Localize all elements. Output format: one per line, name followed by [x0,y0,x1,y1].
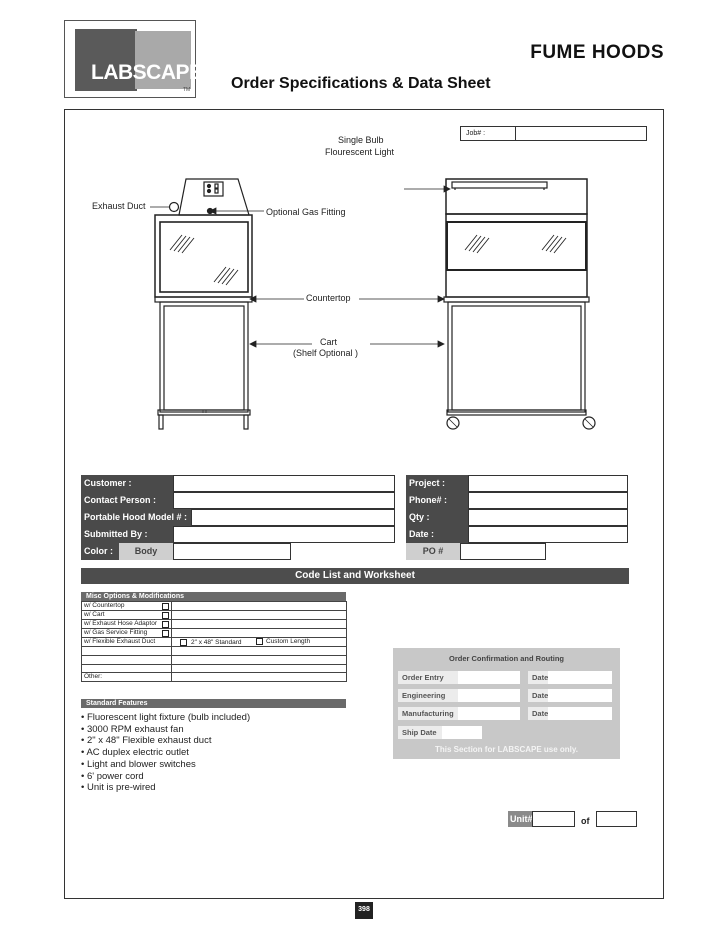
order-entry-label: Order Entry [398,671,458,684]
exhaust-duct-port [170,203,179,212]
customer-label: Customer : [81,475,173,492]
engineering-date-label: Date [528,689,548,702]
feature-item: • Unit is pre-wired [81,782,156,794]
phone-label: Phone# : [406,492,468,509]
feature-item: • AC duplex electric outlet [81,747,189,759]
misc-item-label: w/ Countertop [84,602,125,609]
gas-service-fitting-checkbox[interactable] [162,630,169,637]
page-title: FUME HOODS [530,42,664,63]
unit-total-field[interactable] [596,811,637,827]
shelf-optional-label: (Shelf Optional ) [293,348,359,358]
qty-field[interactable] [468,509,628,526]
engineering-field[interactable] [458,689,520,702]
misc-row [82,638,347,647]
manufacturing-field[interactable] [458,707,520,720]
feature-item: • 6' power cord [81,770,144,782]
feature-item: • 3000 RPM exhaust fan [81,723,184,735]
logo-trademark: TM [183,87,191,93]
color-label: Color : [81,543,119,560]
phone-field[interactable] [468,492,628,509]
order-confirmation-title: Order Confirmation and Routing [449,654,564,663]
countertop-checkbox[interactable] [162,603,169,610]
left-hood-switch-panel [204,182,223,196]
unit-label: Unit# [508,811,532,827]
custom-length-label: Custom Length [266,638,311,645]
misc-row [82,664,347,673]
order-entry-field[interactable] [458,671,520,684]
page-subtitle: Order Specifications & Data Sheet [231,75,491,92]
other-label: Other: [84,673,103,681]
misc-item-label: w/ Flexible Exhaust Duct [84,638,156,645]
fume-hood-diagram [64,110,664,440]
ship-date-field[interactable] [442,726,482,739]
custom-length-checkbox[interactable] [256,638,263,645]
cart-label: Cart [320,337,338,347]
logo-text: LABSCAPE [91,61,203,84]
feature-item: • 2" x 48" Flexible exhaust duct [81,735,212,747]
page-number: 398 [355,902,373,919]
standard-duct-label: 2" x 48" Standard [191,639,242,646]
flourescent-light-label: Flourescent Light [325,147,395,157]
misc-row [82,629,347,638]
engineering-date-field[interactable] [548,689,612,702]
customer-field[interactable] [173,475,395,492]
contact-person-label: Contact Person : [81,492,173,509]
date-label: Date : [406,526,468,543]
order-confirmation-panel [393,648,620,759]
left-cart-panel [164,306,244,410]
unit-field[interactable] [532,811,575,827]
ship-date-label: Ship Date [398,726,442,739]
manufacturing-label: Manufacturing [398,707,458,720]
exhaust-hose-adaptor-checkbox[interactable] [162,621,169,628]
code-list-header: Code List and Worksheet [81,568,629,584]
left-hood-window [160,222,248,292]
submitted-by-label: Submitted By : [81,526,173,543]
po-field[interactable] [460,543,546,560]
right-hood-top [446,179,587,214]
feature-item: • Light and blower switches [81,758,196,770]
order-entry-date-label: Date [528,671,548,684]
contact-person-field[interactable] [173,492,395,509]
right-cart-frame [448,302,585,412]
body-label: Body [119,543,173,560]
project-field[interactable] [468,475,628,492]
countertop-label: Countertop [306,293,351,303]
misc-options-header: Misc Options & Modifications [81,592,346,601]
manufacturing-date-label: Date [528,707,548,720]
submitted-by-field[interactable] [173,526,395,543]
cart-checkbox[interactable] [162,612,169,619]
customer-form-left [81,475,395,560]
of-label: of [581,816,590,826]
feature-item: • Fluorescent light fixture (bulb included) [81,712,251,723]
standard-features-list [81,712,250,794]
misc-row [82,647,347,656]
misc-row [82,673,347,682]
labscape-use-note: This Section for LABSCAPE use only. [435,745,578,754]
left-cart-frame [160,302,248,412]
standard-duct-checkbox[interactable] [180,639,187,646]
left-hood-body [155,215,252,297]
gas-fitting-label: Optional Gas Fitting [266,207,346,217]
misc-row [82,655,347,664]
engineering-label: Engineering [398,689,458,702]
model-field[interactable] [191,509,395,526]
model-label: Portable Hood Model # : [81,509,191,526]
misc-row [82,611,347,620]
single-bulb-label: Single Bulb [338,135,384,145]
right-cart-panel [452,306,581,410]
color-field[interactable] [173,543,291,560]
left-cart-leg [244,415,248,429]
job-number-label: Job# : [460,126,515,141]
misc-item-label: w/ Cart [84,611,105,618]
order-entry-date-field[interactable] [548,671,612,684]
misc-item-label: w/ Exhaust Hose Adaptor [84,620,157,627]
right-hood-body [446,214,587,297]
date-field[interactable] [468,526,628,543]
fluorescent-light-fixture [452,182,547,188]
left-cart-leg [159,415,163,429]
misc-item-label: w/ Gas Service Fitting [84,629,148,636]
misc-row [82,620,347,629]
standard-features-header: Standard Features [81,699,346,708]
exhaust-duct-label: Exhaust Duct [92,201,146,211]
labscape-logo [64,20,203,98]
po-label: PO # [406,543,460,560]
manufacturing-date-field[interactable] [548,707,612,720]
customer-form-right [406,475,628,560]
qty-label: Qty : [406,509,468,526]
misc-row [82,602,347,611]
project-label: Project : [406,475,468,492]
misc-options-table [81,601,347,682]
